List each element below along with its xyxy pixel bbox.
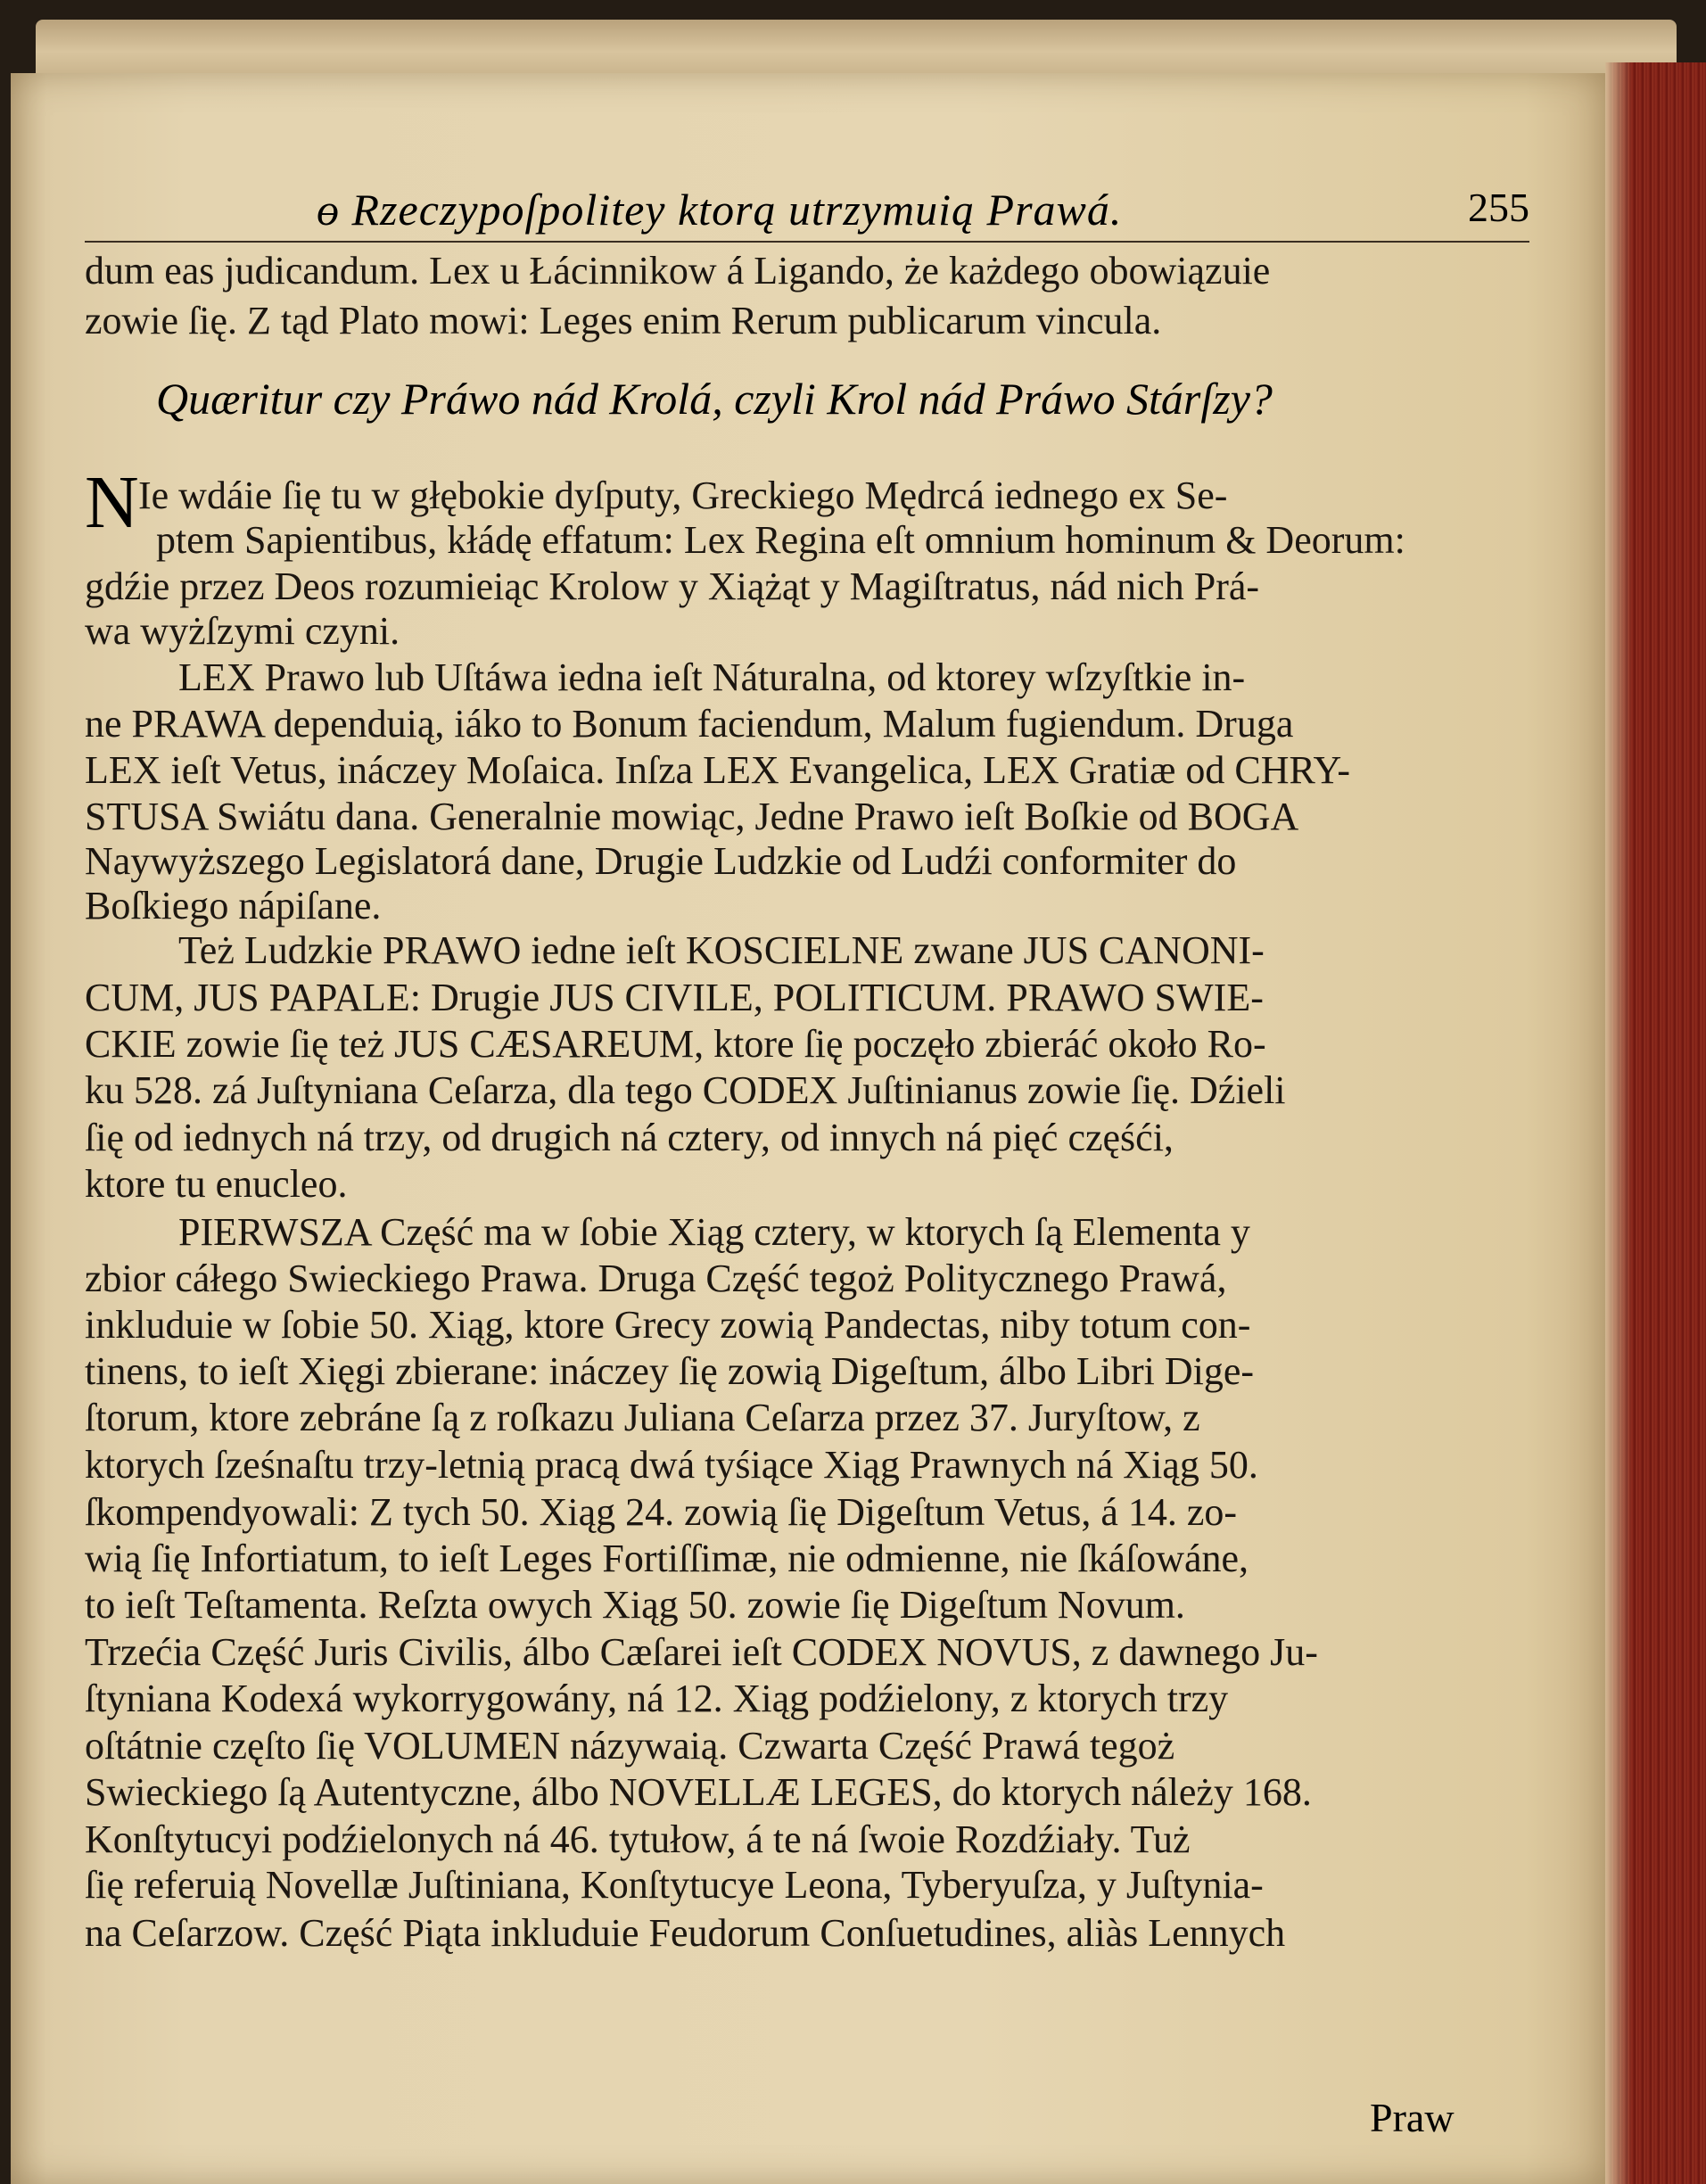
body-line: LEX ieſt Vetus, ináczey Moſaica. Inſza LEX Evangelica, LEX Gratiæ od CHRY- [85, 748, 1350, 792]
body-line: wa wyżſzymi czyni. [85, 609, 400, 653]
body-line: tinens, to ieſt Xięgi zbierane: ináczey ſię zowią Digeſtum, álbo Libri Dige- [85, 1349, 1254, 1393]
running-head [85, 178, 1529, 243]
body-line: PIERWSZA Część ma w ſobie Xiąg cztery, w ktorych ſą Elementa y [178, 1210, 1250, 1254]
drop-capital: N [85, 461, 139, 544]
body-line: Ie wdáie ſię tu w głębokie dyſputy, Greckiego Mędrcá iednego ex Se- [138, 474, 1228, 517]
body-line: ſię referuią Novellæ Juſtiniana, Konſtytucye Leona, Tyberyuſza, y Juſtynia- [85, 1863, 1264, 1907]
body-line: Też Ludzkie PRAWO iedne ieſt KOSCIELNE zwane JUS CANONI- [178, 928, 1265, 972]
body-line: ſtorum, ktore zebráne ſą z roſkazu Juliana Ceſarza przez 37. Juryſtow, z [85, 1396, 1200, 1439]
body-line: ku 528. zá Juſtyniana Ceſarza, dla tego CODEX Juſtinianus zowie ſię. Dźieli [85, 1068, 1286, 1112]
body-line: Boſkiego nápiſane. [85, 884, 382, 927]
section-heading: Quæritur czy Práwo nád Krolá, czyli Krol nád Práwo Stárſzy? [156, 374, 1273, 424]
body-line: zbior cáłego Swieckiego Prawa. Druga Część tegoż Politycznego Prawá, [85, 1257, 1227, 1300]
body-line: CUM, JUS PAPALE: Drugie JUS CIVILE, POLITICUM. PRAWO SWIE- [85, 976, 1264, 1019]
text-line: zowie ſię. Z tąd Plato mowi: Leges enim Rerum publicarum vincula. [85, 299, 1162, 342]
body-line: STUSA Swiátu dana. Generalnie mowiąc, Jedne Prawo ieſt Boſkie od BOGA [85, 795, 1299, 838]
body-line: na Ceſarzow. Część Piąta inkluduie Feudorum Conſuetudines, aliàs Lennych [85, 1911, 1286, 1955]
body-line: Trzećia Część Juris Civilis, álbo Cæſarei ieſt CODEX NOVUS, z dawnego Ju- [85, 1630, 1318, 1674]
body-line: ſię od iednych ná trzy, od drugich ná cztery, od innych ná pięć częśći, [85, 1116, 1174, 1159]
body-line: to ieſt Teſtamenta. Reſzta owych Xiąg 50. zowie ſię Digeſtum Novum. [85, 1583, 1185, 1627]
page-number: 255 [1468, 185, 1529, 230]
body-line: ktore tu enucleo. [85, 1162, 348, 1206]
catchword: Praw [1370, 2095, 1455, 2140]
text-line: dum eas judicandum. Lex u Łácinnikow á Ligando, że każdego obowiązuie [85, 249, 1271, 293]
running-title: ɵ Rzeczypoſpolitey ktorą utrzymuią Prawá. [317, 185, 1123, 235]
body-line: CKIE zowie ſię też JUS CÆSAREUM, ktore ſię poczęło zbieráć około Ro- [85, 1022, 1266, 1066]
body-line: LEX Prawo lub Uſtáwa iedna ieſt Náturalna, od ktorey wſzyſtkie in- [178, 655, 1246, 699]
body-line: Naywyższego Legislatorá dane, Drugie Ludzkie od Ludźi conformiter do [85, 839, 1237, 883]
body-line: ktorych ſześnaſtu trzy-letnią pracą dwá tyśiące Xiąg Prawnych ná Xiąg 50. [85, 1443, 1258, 1487]
body-line: oſtátnie częſto ſię VOLUMEN názywaią. Czwarta Część Prawá tegoż [85, 1724, 1175, 1768]
body-line: ptem Sapientibus, kłádę effatum: Lex Regina eſt omnium hominum & Deorum: [156, 518, 1405, 562]
body-line: Konſtytucyi podźielonych ná 46. tytułow, á te ná ſwoie Rozdźiały. Tuż [85, 1817, 1191, 1861]
body-line: ſtyniana Kodexá wykorrygowány, ná 12. Xiąg podźielony, z ktorych trzy [85, 1677, 1229, 1720]
red-fore-edge [1605, 62, 1706, 2184]
body-line: gdźie przez Deos rozumieiąc Krolow y Xiążąt y Magiſtratus, nád nich Prá- [85, 565, 1260, 608]
body-line: ſkompendyowali: Z tych 50. Xiąg 24. zowią ſię Digeſtum Vetus, á 14. zo- [85, 1490, 1238, 1534]
body-line: Swieckiego ſą Autentyczne, álbo NOVELLÆ LEGES, do ktorych náleży 168. [85, 1770, 1312, 1814]
body-line: wią ſię Infortiatum, to ieſt Leges Fortiſſimæ, nie odmienne, nie ſkáſowáne, [85, 1537, 1249, 1580]
body-line: ne PRAWA dependuią, iáko to Bonum faciendum, Malum fugiendum. Druga [85, 702, 1294, 746]
body-line: inkluduie w ſobie 50. Xiąg, ktore Grecy zowią Pandectas, niby totum con- [85, 1303, 1251, 1347]
page-stack-top [36, 20, 1677, 73]
